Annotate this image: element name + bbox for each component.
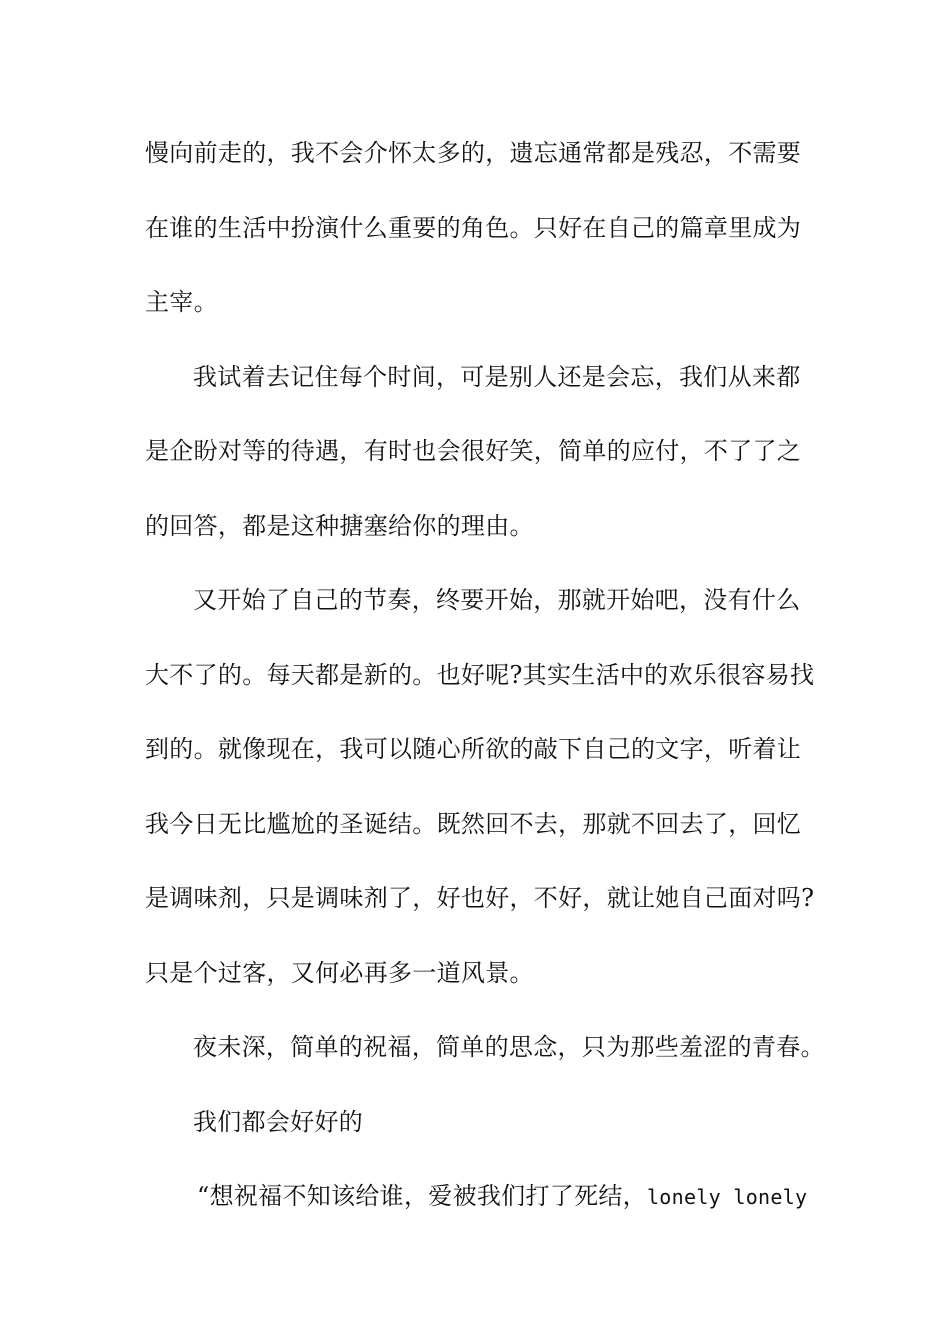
text-line: 到的。就像现在，我可以随心所欲的敲下自己的文字，听着让 — [145, 735, 802, 763]
quote-line — [145, 1175, 807, 1250]
body-text — [145, 132, 825, 1250]
lyric-latin-text: lonely lonely — [646, 1185, 808, 1209]
text-line: 主宰。 — [145, 288, 218, 316]
text-line: 大不了的。每天都是新的。也好呢?其实生活中的欢乐很容易找 — [145, 660, 815, 689]
paragraph-start-line: 我们都会好好的 — [193, 1107, 364, 1136]
text-line: 在谁的生活中扮演什么重要的角色。只好在自己的篇章里成为 — [145, 213, 802, 242]
text-line: 慢向前走的，我不会介怀太多的，遗忘通常都是残忍，不需要 — [145, 139, 802, 167]
quote-text: “想祝福不知该给谁，爱被我们打了死结， — [197, 1182, 647, 1210]
text-line: 只是个过客，又何必再多一道风景。 — [145, 958, 534, 987]
paragraph-start-line: 我试着去记住每个时间，可是别人还是会忘，我们从来都 — [193, 362, 801, 391]
paragraph-start-line: 又开始了自己的节奏，终要开始，那就开始吧，没有什么 — [193, 586, 801, 614]
text-line: 是企盼对等的待遇，有时也会很好笑，简单的应付，不了了之 — [145, 437, 802, 465]
text-line: 我今日无比尴尬的圣诞结。既然回不去，那就不回去了，回忆 — [145, 809, 802, 838]
text-line: 是调味剂，只是调味剂了，好也好，不好，就让她自己面对吗? — [145, 884, 815, 912]
text-line: 的回答，都是这种搪塞给你的理由。 — [145, 511, 534, 540]
paragraph-start-line: 夜未深，简单的祝福，简单的思念，只为那些羞涩的青春。 — [193, 1033, 825, 1061]
